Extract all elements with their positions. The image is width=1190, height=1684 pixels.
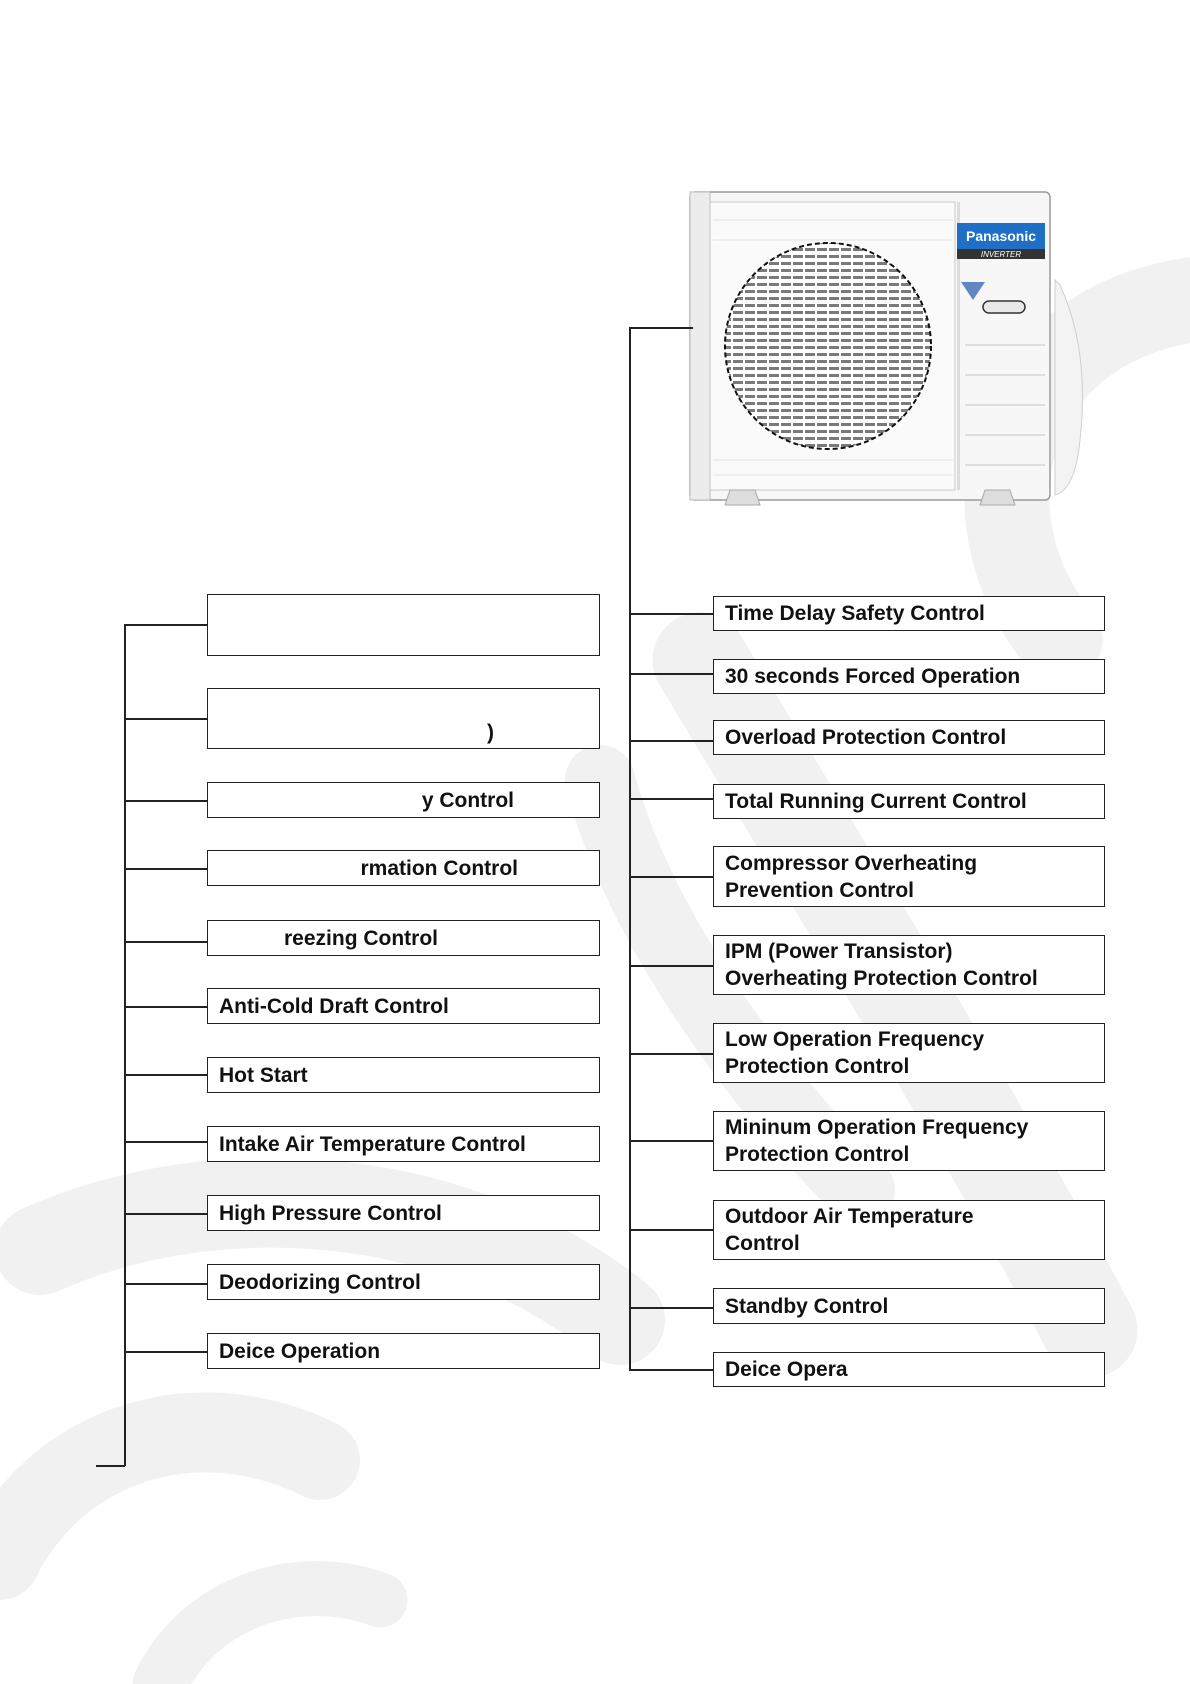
right-connector	[629, 740, 714, 742]
left-control-box: reezing Control	[207, 920, 600, 956]
right-trunk-top	[629, 327, 693, 329]
left-control-box: Hot Start	[207, 1057, 600, 1093]
right-connector	[629, 1140, 714, 1142]
left-control-box: y Control	[207, 782, 600, 818]
left-control-box: Deodorizing Control	[207, 1264, 600, 1300]
right-control-box: Mininum Operation Frequency Protection Control	[713, 1111, 1105, 1171]
left-control-box: High Pressure Control	[207, 1195, 600, 1231]
left-connector	[124, 624, 208, 626]
outdoor-unit-illustration	[685, 190, 1090, 515]
right-connector	[629, 1229, 714, 1231]
right-control-box: 30 seconds Forced Operation	[713, 659, 1105, 694]
left-connector	[124, 1351, 208, 1353]
right-control-box: Compressor Overheating Prevention Control	[713, 846, 1105, 907]
left-connector	[124, 718, 208, 720]
right-connector	[629, 876, 714, 878]
left-connector	[124, 868, 208, 870]
brand-sub: INVERTER	[980, 250, 1022, 259]
right-connector	[629, 1053, 714, 1055]
left-control-box: Anti-Cold Draft Control	[207, 988, 600, 1024]
right-control-box: Standby Control	[713, 1288, 1105, 1324]
right-connector	[629, 613, 714, 615]
left-connector	[124, 800, 208, 802]
left-control-box: Deice Operation	[207, 1333, 600, 1369]
right-control-box: Time Delay Safety Control	[713, 596, 1105, 631]
right-connector	[629, 1369, 714, 1371]
right-control-box: Low Operation Frequency Protection Control	[713, 1023, 1105, 1083]
left-connector	[124, 1213, 208, 1215]
left-connector	[124, 1006, 208, 1008]
left-connector	[124, 1074, 208, 1076]
left-connector	[124, 1283, 208, 1285]
left-trunk-foot	[96, 1465, 125, 1467]
right-control-box: Outdoor Air Temperature Control	[713, 1200, 1105, 1260]
right-control-box: Deice Opera	[713, 1352, 1105, 1387]
right-control-box: IPM (Power Transistor) Overheating Protection Control	[713, 935, 1105, 995]
right-trunk-line	[629, 327, 631, 1370]
left-control-box: )	[207, 688, 600, 749]
right-connector	[629, 673, 714, 675]
left-control-box: rmation Control	[207, 850, 600, 886]
right-control-box: Total Running Current Control	[713, 784, 1105, 819]
left-trunk-line	[124, 624, 126, 1466]
left-connector	[124, 1141, 208, 1143]
right-connector	[629, 965, 714, 967]
left-connector	[124, 941, 208, 943]
right-control-box: Overload Protection Control	[713, 720, 1105, 755]
brand-name: Panasonic	[965, 228, 1037, 244]
right-connector	[629, 1307, 714, 1309]
left-control-box	[207, 594, 600, 656]
left-control-box: Intake Air Temperature Control	[207, 1126, 600, 1162]
right-connector	[629, 798, 714, 800]
